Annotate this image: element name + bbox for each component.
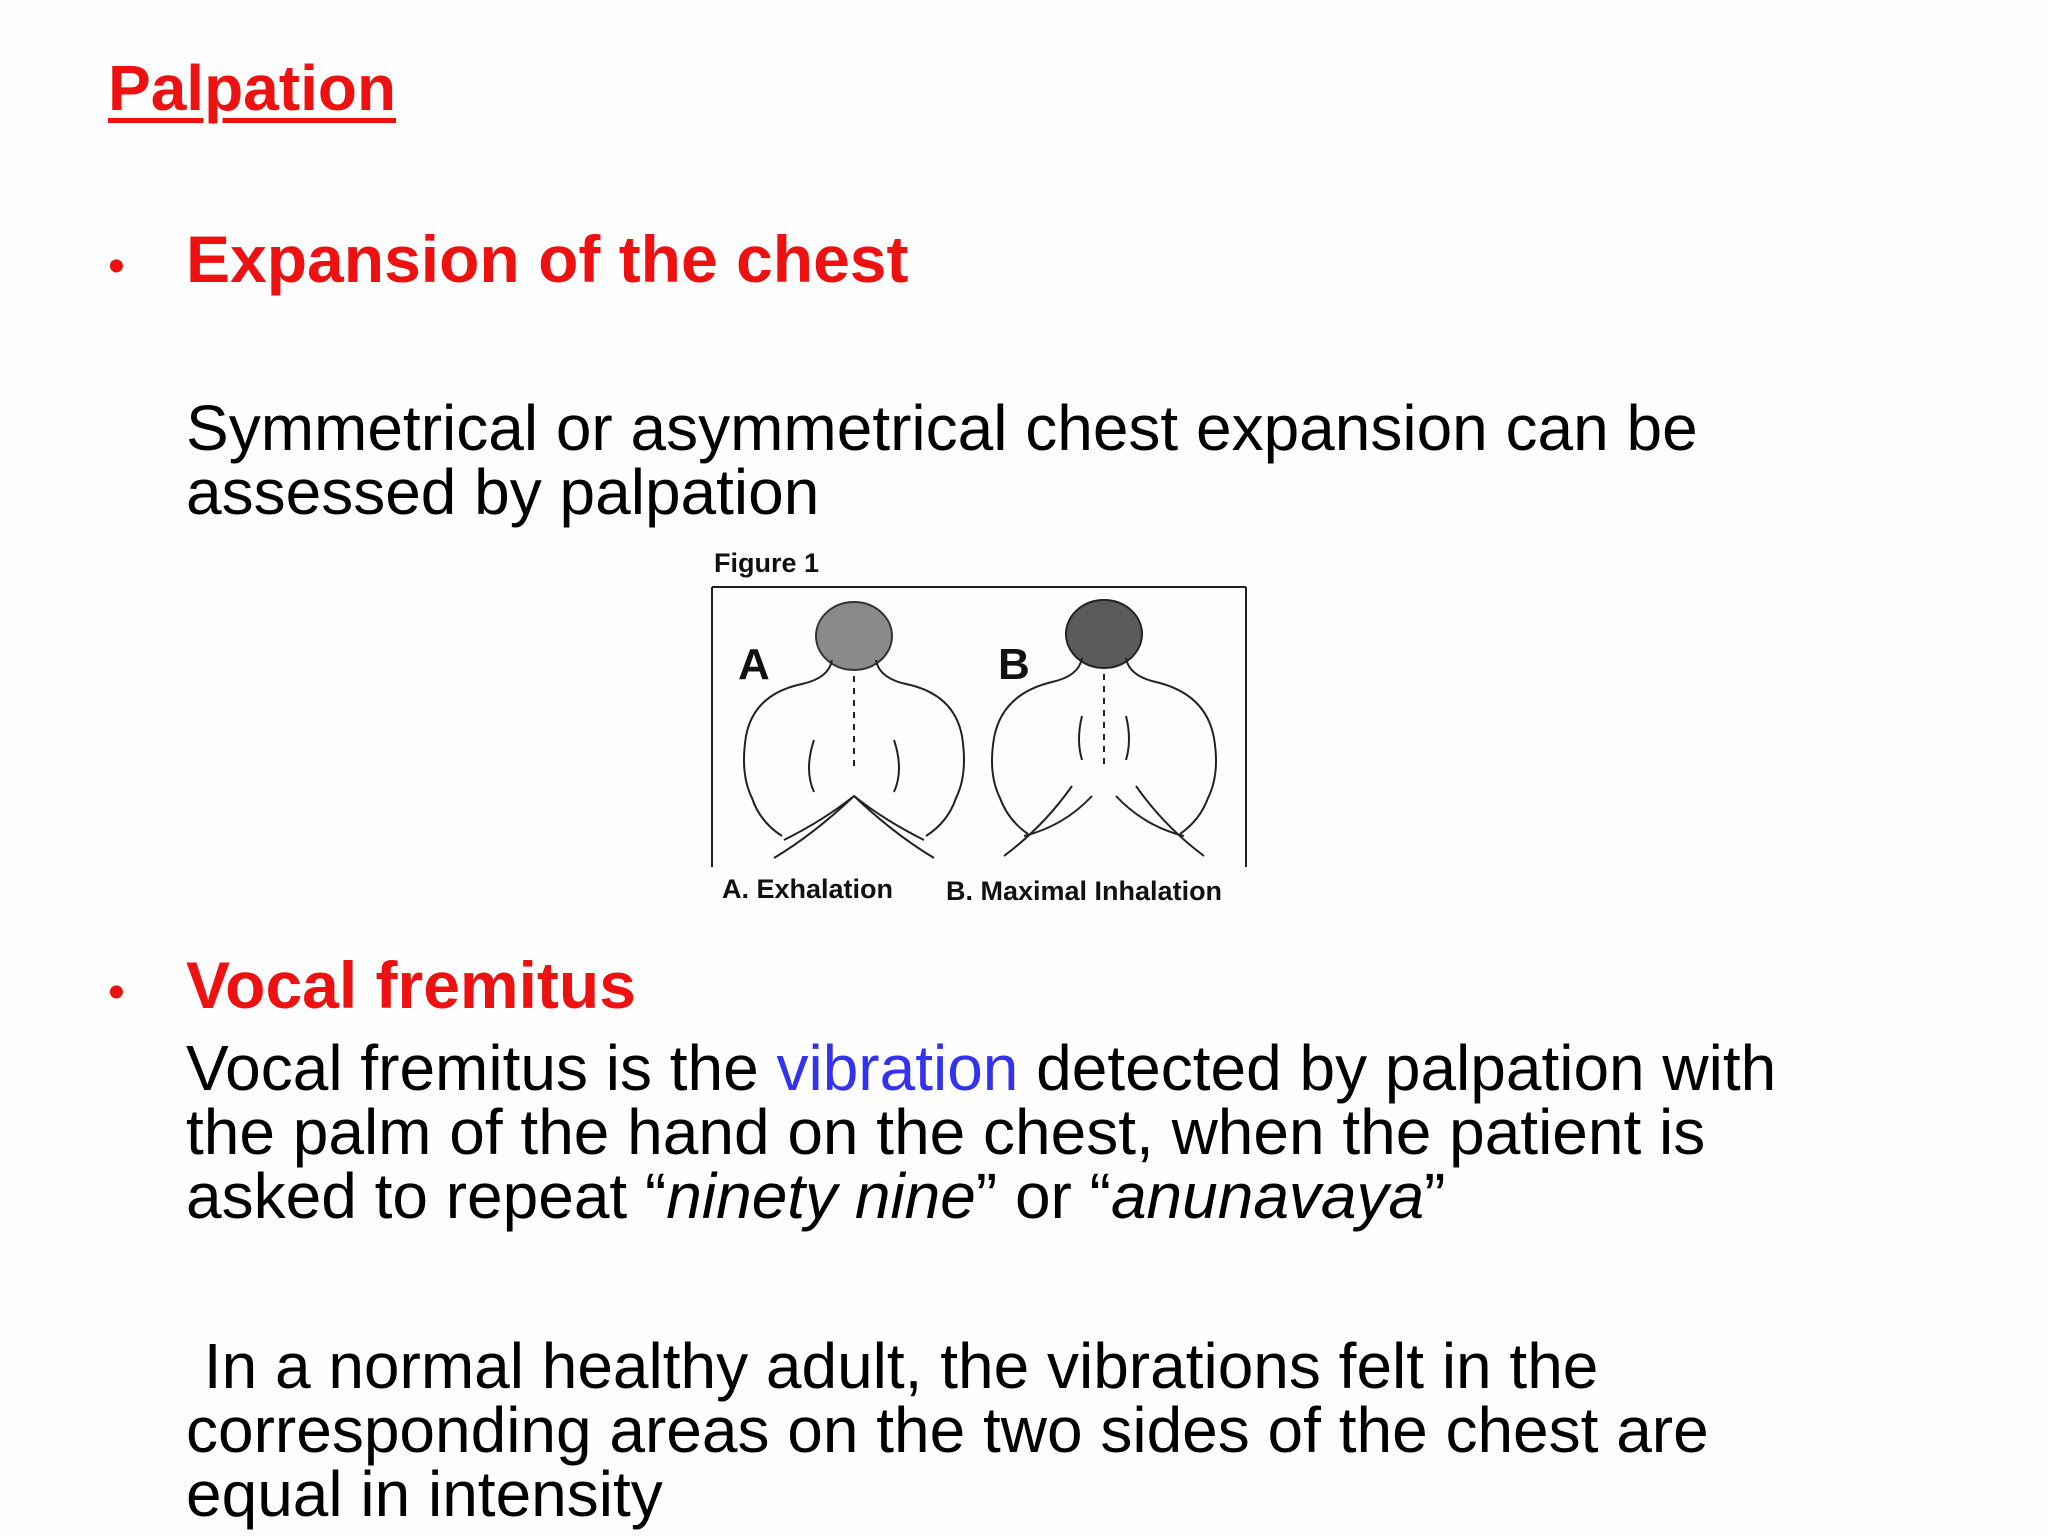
paragraph-line: assessed by palpation — [186, 456, 820, 528]
paragraph-line: In a normal healthy adult, the vibrations felt in the — [186, 1330, 1599, 1402]
text-span: detected by palpation with — [1018, 1032, 1777, 1104]
paragraph-vocal-fremitus — [186, 1032, 1777, 1232]
slide-title: Palpation — [108, 52, 397, 124]
bullet-expansion — [108, 222, 909, 296]
figure-chest-expansion — [704, 540, 1264, 920]
italic-ninety-nine: ninety nine — [666, 1160, 976, 1232]
figure-label-exhalation: A. Exhalation — [722, 874, 894, 904]
paragraph-line: the palm of the hand on the chest, when the patient is — [186, 1096, 1706, 1168]
paragraph-line: equal in intensity — [186, 1458, 663, 1530]
paragraph-line: corresponding areas on the two sides of the chest are — [186, 1394, 1709, 1466]
text-span: ” — [1424, 1160, 1446, 1232]
paragraph-line — [186, 1032, 1777, 1104]
bullet-point: • — [108, 240, 125, 293]
panel-b-letter: B — [998, 640, 1030, 689]
paragraph-line: Symmetrical or asymmetrical chest expansion can be — [186, 392, 1698, 464]
paragraph-line — [186, 1160, 1776, 1232]
paragraph-normal-adult — [186, 1330, 1709, 1530]
bullet-point: • — [108, 966, 125, 1019]
panel-a-letter: A — [738, 640, 770, 689]
figure-illustration — [704, 540, 1264, 920]
figure-label-maximal-inhalation: B. Maximal Inhalation — [946, 876, 1223, 906]
heading-vocal-fremitus: Vocal fremitus — [186, 948, 636, 1022]
italic-anunavaya: anunavaya — [1110, 1160, 1425, 1232]
text-span: Vocal fremitus is the — [186, 1032, 777, 1104]
text-span: asked to repeat “ — [186, 1160, 667, 1232]
panel-a-illustration — [744, 602, 964, 858]
paragraph-chest-expansion — [186, 392, 1698, 528]
text-span: ” or “ — [975, 1160, 1111, 1232]
heading-expansion-of-chest: Expansion of the chest — [186, 222, 909, 296]
bullet-vocal-fremitus — [108, 948, 636, 1022]
panel-b-illustration — [992, 600, 1216, 856]
highlight-vibration: vibration — [776, 1032, 1019, 1104]
figure-caption: Figure 1 — [714, 548, 820, 578]
